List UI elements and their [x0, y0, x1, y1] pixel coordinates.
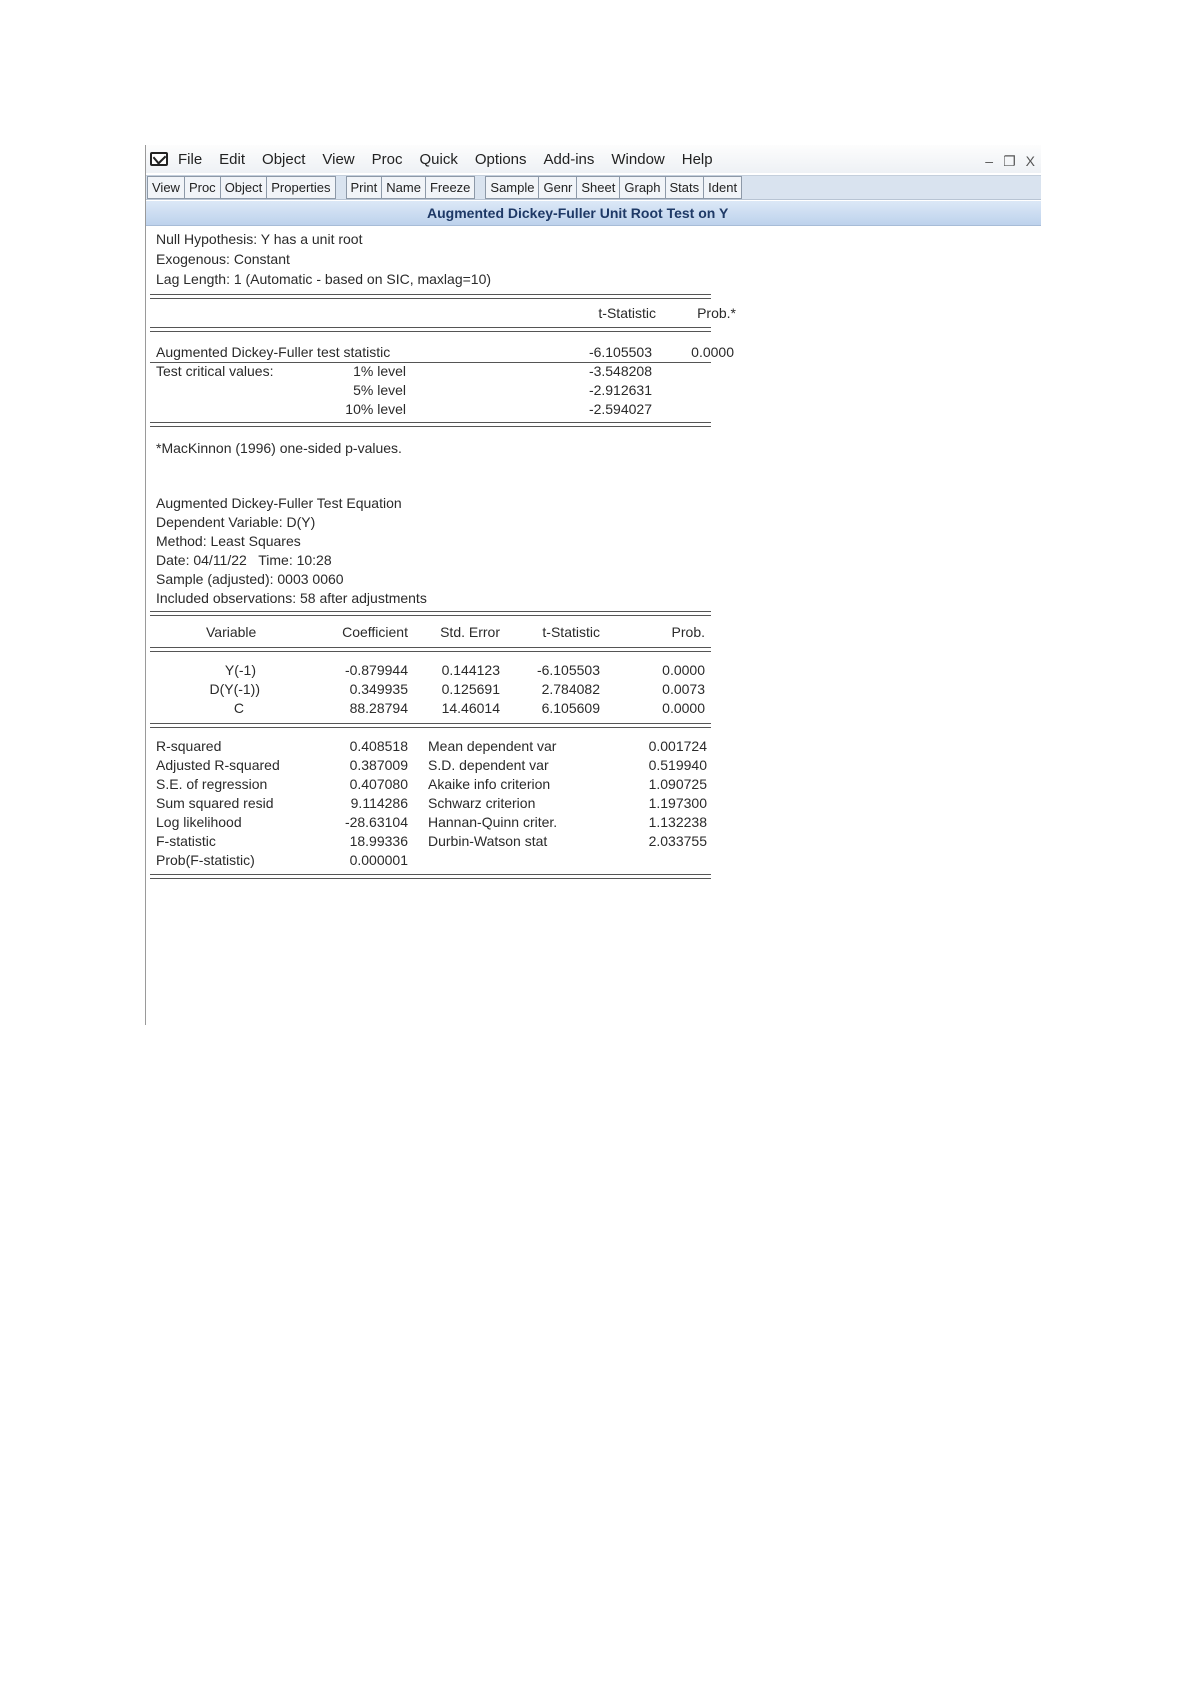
minimize-icon[interactable]: –: [985, 153, 994, 169]
table-rule: [150, 294, 711, 299]
stat-label: Akaike info criterion: [428, 776, 551, 792]
stat-value: 1.197300: [648, 795, 707, 811]
coef-variable: C: [233, 700, 244, 716]
crit-value: -2.912631: [588, 382, 652, 398]
sample-line: Sample (adjusted): 0003 0060: [156, 571, 344, 587]
proc-button[interactable]: Proc: [185, 176, 221, 199]
table-rule: [150, 723, 711, 728]
stat-value: 1.090725: [648, 776, 707, 792]
crit-value: -2.594027: [588, 401, 652, 417]
stat-label: F-statistic: [156, 833, 216, 849]
tstat-header: t-Statistic: [598, 305, 656, 321]
menu-view[interactable]: View: [322, 150, 355, 168]
stat-value: -28.63104: [344, 814, 408, 830]
object-button[interactable]: Object: [221, 176, 268, 199]
dependent-variable: Dependent Variable: D(Y): [156, 514, 316, 530]
table-rule: [150, 327, 711, 332]
coef-variable: Y(-1): [224, 662, 256, 678]
output-title-bar: [146, 201, 1041, 226]
window-controls: [985, 153, 1035, 170]
col-header: Prob.: [671, 624, 705, 640]
crit-level: 10% level: [345, 401, 406, 417]
coef-prob: 0.0000: [662, 662, 705, 678]
critical-values-label: Test critical values:: [156, 363, 274, 379]
output-content: [146, 225, 1041, 1025]
col-header: t-Statistic: [542, 624, 600, 640]
crit-value: -3.548208: [588, 363, 652, 379]
menu-object[interactable]: Object: [262, 150, 306, 168]
adf-stat-label: Augmented Dickey-Fuller test statistic: [156, 344, 391, 360]
stat-value: 9.114286: [350, 795, 408, 811]
coef-stderr: 0.125691: [441, 681, 500, 697]
sample-button[interactable]: Sample: [485, 176, 539, 199]
genr-button[interactable]: Genr: [539, 176, 577, 199]
coef-value: -0.879944: [344, 662, 408, 678]
stats-button[interactable]: Stats: [666, 176, 705, 199]
crit-level: 1% level: [353, 363, 406, 379]
observations-line: Included observations: 58 after adjustments: [156, 590, 427, 606]
col-header: Coefficient: [342, 624, 408, 640]
stat-value: 2.033755: [648, 833, 707, 849]
menu-edit[interactable]: Edit: [219, 150, 246, 168]
stat-label: Sum squared resid: [156, 795, 274, 811]
stat-value: 0.519940: [648, 757, 707, 773]
menu-help[interactable]: Help: [681, 150, 713, 168]
sheet-button[interactable]: Sheet: [577, 176, 620, 199]
stat-value: 0.000001: [349, 852, 408, 868]
menu-options[interactable]: Options: [474, 150, 527, 168]
stat-label: Log likelihood: [156, 814, 242, 830]
exogenous-line: Exogenous: Constant: [156, 251, 290, 267]
method-line: Method: Least Squares: [156, 533, 301, 549]
stat-value: 0.001724: [648, 738, 707, 754]
stat-label: Prob(F-statistic): [156, 852, 255, 868]
stat-value: 0.408518: [349, 738, 408, 754]
view-button[interactable]: View: [147, 176, 185, 199]
stat-label: Schwarz criterion: [428, 795, 536, 811]
menu-proc[interactable]: Proc: [371, 150, 403, 168]
menu-quick[interactable]: Quick: [419, 150, 458, 168]
close-icon[interactable]: X: [1025, 153, 1035, 169]
stat-value: 0.407080: [349, 776, 408, 792]
coef-variable: D(Y(-1)): [209, 681, 260, 697]
properties-button[interactable]: Properties: [267, 176, 335, 199]
coef-prob: 0.0073: [662, 681, 705, 697]
coef-tstat: 2.784082: [541, 681, 600, 697]
stat-label: Adjusted R-squared: [156, 757, 280, 773]
stat-value: 18.99336: [349, 833, 408, 849]
menu-window[interactable]: Window: [611, 150, 665, 168]
graph-button[interactable]: Graph: [620, 176, 665, 199]
prob-header: Prob.*: [697, 305, 736, 321]
coef-tstat: -6.105503: [536, 662, 600, 678]
stat-label: Hannan-Quinn criter.: [428, 814, 558, 830]
crit-level: 5% level: [353, 382, 406, 398]
stat-label: S.D. dependent var: [428, 757, 549, 773]
stat-label: Mean dependent var: [428, 738, 557, 754]
coef-stderr: 0.144123: [441, 662, 500, 678]
coef-tstat: 6.105609: [541, 700, 600, 716]
lag-length-line: Lag Length: 1 (Automatic - based on SIC, maxlag=10): [156, 271, 492, 287]
stat-label: S.E. of regression: [156, 776, 268, 792]
freeze-button[interactable]: Freeze: [426, 176, 475, 199]
stat-label: R-squared: [156, 738, 222, 754]
col-header: Std. Error: [440, 624, 500, 640]
date-time-line: Date: 04/11/22 Time: 10:28: [156, 552, 332, 568]
adf-stat-value: -6.105503: [588, 344, 652, 360]
table-rule: [150, 611, 711, 616]
name-button[interactable]: Name: [382, 176, 426, 199]
footnote: *MacKinnon (1996) one-sided p-values.: [156, 440, 402, 456]
stat-value: 1.132238: [648, 814, 707, 830]
equation-title: Augmented Dickey-Fuller Test Equation: [156, 495, 402, 511]
print-button[interactable]: Print: [346, 176, 383, 199]
col-header: Variable: [206, 624, 257, 640]
menu-bar: [146, 145, 1041, 173]
object-toolbar: [146, 175, 1041, 200]
adf-stat-prob: 0.0000: [691, 344, 734, 360]
coef-value: 88.28794: [349, 700, 408, 716]
table-rule: [150, 874, 711, 879]
stat-value: 0.387009: [349, 757, 408, 773]
menu-add-ins[interactable]: Add-ins: [543, 150, 595, 168]
ident-button[interactable]: Ident: [704, 176, 742, 199]
restore-icon[interactable]: ❐: [1003, 153, 1016, 169]
coef-stderr: 14.46014: [441, 700, 500, 716]
eviews-window: [145, 145, 1041, 1025]
stat-label: Durbin-Watson stat: [428, 833, 548, 849]
app-icon[interactable]: [150, 152, 168, 166]
table-rule: [150, 422, 711, 427]
null-hypothesis: Null Hypothesis: Y has a unit root: [156, 231, 363, 247]
coef-prob: 0.0000: [662, 700, 705, 716]
table-rule: [150, 647, 711, 652]
output-title: Augmented Dickey-Fuller Unit Root Test on Y: [427, 205, 729, 221]
coef-value: 0.349935: [349, 681, 408, 697]
menu-file[interactable]: File: [178, 150, 203, 168]
